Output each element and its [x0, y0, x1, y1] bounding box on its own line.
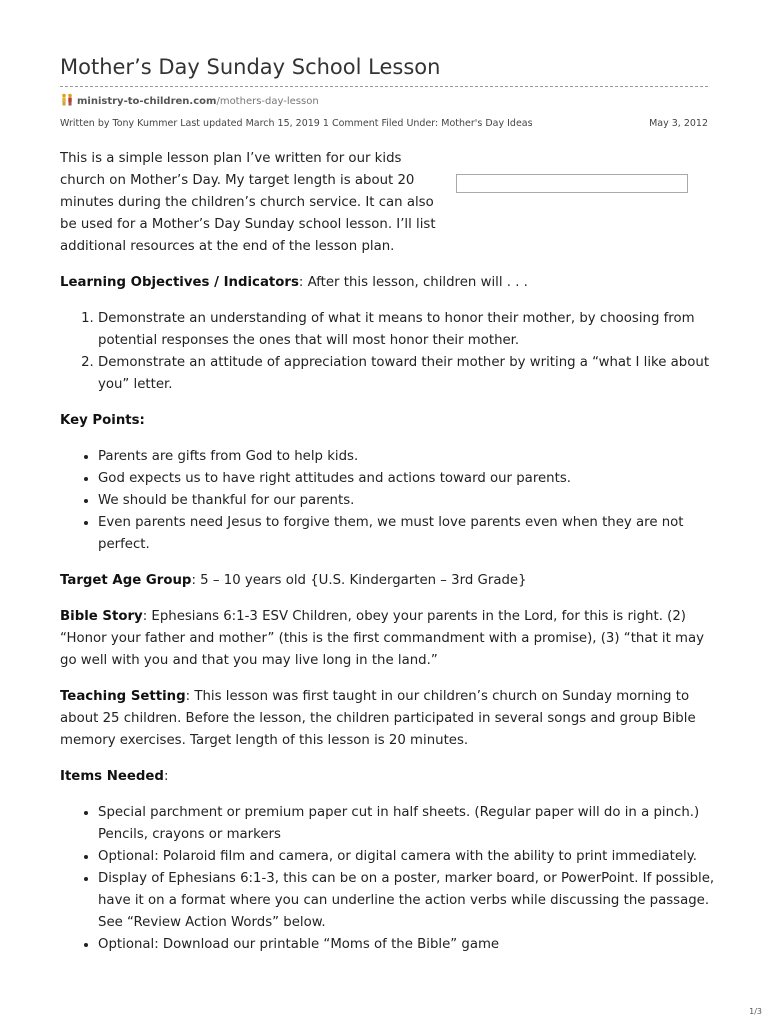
key-points-heading: Key Points:: [60, 413, 145, 428]
publish-date: May 3, 2012: [649, 118, 708, 129]
source-domain[interactable]: ministry-to-children.com: [77, 96, 217, 107]
list-item: • Parents are gifts from God to help kids.: [98, 446, 715, 468]
bible-story-label: Bible Story: [60, 609, 143, 624]
items-needed-label: Items Needed: [60, 769, 164, 784]
age-group-label: Target Age Group: [60, 573, 192, 588]
items-needed-text: :: [163, 769, 169, 784]
list-item: 2. Demonstrate an attitude of appreciation toward their mother by writing a “what I like about you” letter.: [98, 352, 715, 396]
items-needed-paragraph: [60, 766, 715, 788]
source-path[interactable]: /mothers-day-lesson: [216, 96, 319, 107]
objectives-label: Learning Objectives / Indicators: [60, 275, 299, 290]
list-item: 1. Demonstrate an understanding of what it means to honor their mother, by choosing from potential responses the ones that will most honor their mother.: [98, 308, 715, 352]
site-logo-icon: [60, 93, 74, 109]
key-points-list: [60, 446, 715, 556]
objectives-list: [60, 308, 715, 396]
article-body: [60, 148, 715, 956]
bible-story-paragraph: [60, 606, 715, 672]
list-item: • Special parchment or premium paper cut in half sheets. (Regular paper will do in a pinch.) Pencils, crayons or markers: [98, 802, 715, 846]
intro-paragraph: This is a simple lesson plan I’ve written for our kids church on Mother’s Day. My target length is about 20 minutes during the children’s church service. It can also be used for a Mother’s Day Sunday school lesson. I’ll list additional resources at the end of the lesson plan.: [60, 151, 436, 254]
list-item: • We should be thankful for our parents.: [98, 490, 715, 512]
title-divider: [60, 86, 708, 87]
age-group-text: : 5 – 10 years old {U.S. Kindergarten – 3rd Grade}: [191, 573, 527, 588]
teaching-setting-text: : This lesson was first taught in our children’s church on Sunday morning to about 25 children. Before the lesson, the children participated in several songs and group Bible memory exercises. Target length of this lesson is 20 minutes.: [60, 689, 696, 748]
teaching-setting-label: Teaching Setting: [60, 689, 186, 704]
bible-story-text: : Ephesians 6:1-3 ESV Children, obey your parents in the Lord, for this is right. (2) “Honor your father and mother” (this is the first commandment with a promise), (3) “that it may go well with you and that you may live long in the land.”: [60, 609, 705, 668]
page-title: Mother’s Day Sunday School Lesson: [60, 55, 441, 79]
list-item: • Optional: Download our printable “Moms of the Bible” game: [98, 934, 715, 956]
list-item: • Display of Ephesians 6:1-3, this can be on a poster, marker board, or PowerPoint. If possible, have it on a format where you can underline the action verbs while discussing the passage. See “Review Action Words” below.: [98, 868, 715, 934]
byline: Written by Tony Kummer Last updated March 15, 2019 1 Comment Filed Under: Mother's Day Ideas: [60, 118, 533, 129]
page-number: 1/3: [749, 1007, 762, 1016]
age-group-paragraph: [60, 570, 715, 592]
list-item: • Optional: Polaroid film and camera, or digital camera with the ability to print immediately.: [98, 846, 715, 868]
source-line[interactable]: [60, 93, 319, 109]
list-item: • Even parents need Jesus to forgive them, we must love parents even when they are not perfect.: [98, 512, 715, 556]
objectives-paragraph: [60, 272, 715, 294]
teaching-setting-paragraph: [60, 686, 715, 752]
items-needed-list: [60, 802, 715, 956]
objectives-text: : After this lesson, children will . . .: [298, 275, 528, 290]
list-item: • God expects us to have right attitudes and actions toward our parents.: [98, 468, 715, 490]
